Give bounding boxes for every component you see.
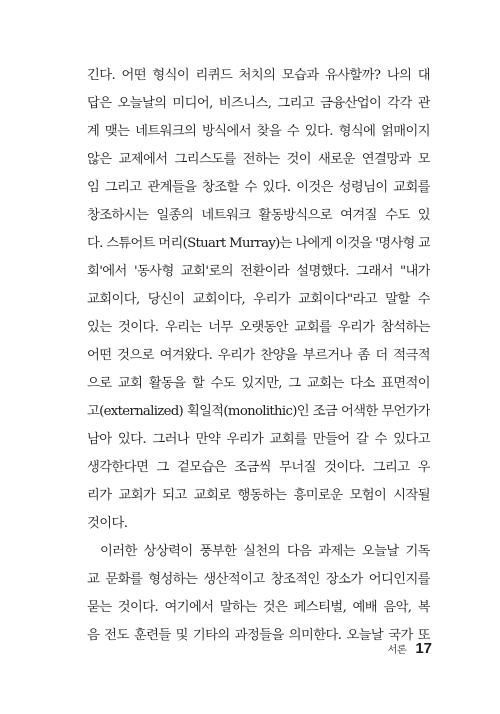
- text-line: 계 맺는 네트워크의 방식에서 찾을 수 있다. 형식에 얽매이지: [87, 124, 430, 139]
- page-footer: [388, 640, 432, 657]
- text-line: 답은 오늘날의 미디어, 비즈니스, 그리고 금융산업이 각각 관: [87, 96, 430, 111]
- text-line: 임 그리고 관계들을 창조할 수 있다. 이것은 성령님이 교회를: [87, 180, 430, 195]
- text-line: 있는 것이다. 우리는 너무 오랫동안 교회를 우리가 참석하는: [87, 320, 430, 335]
- text-line: 창조하시는 일종의 네트워크 활동방식으로 여겨질 수도 있: [87, 208, 430, 223]
- text-line: 묻는 것이다. 여기에서 말하는 것은 페스티벌, 예배 음악, 복: [87, 600, 430, 615]
- text-line: 다. 스튜어트 머리(Stuart Murray)는 나에게 이것을 '명사형 교: [87, 236, 430, 251]
- text-line: 음 전도 훈련들 및 기타의 과정들을 의미한다. 오늘날 국가 또: [87, 628, 430, 643]
- text-line: 회'에서 '동사형 교회'로의 전환이라 설명했다. 그래서 "내가: [87, 264, 430, 279]
- text-line: 긴다. 어떤 형식이 리퀴드 처치의 모습과 유사할까? 나의 대: [87, 68, 430, 83]
- text-line: 생각한다면 그 겉모습은 조금씩 무너질 것이다. 그리고 우: [87, 460, 430, 475]
- text-line: 않은 교제에서 그리스도를 전하는 것이 새로운 연결망과 모: [87, 152, 430, 167]
- text-line: 남아 있다. 그러나 만약 우리가 교회를 만들어 갈 수 있다고: [87, 432, 430, 447]
- text-line: 교회이다, 당신이 교회이다, 우리가 교회이다"라고 말할 수: [87, 292, 430, 307]
- text-line: 으로 교회 활동을 할 수도 있지만, 그 교회는 다소 표면적이: [87, 376, 430, 391]
- paragraph-end-line: 것이다.: [87, 516, 128, 531]
- text-line: 어떤 것으로 여겨왔다. 우리가 찬양을 부르거나 좀 더 적극적: [87, 348, 430, 363]
- section-label: 서론: [387, 645, 407, 656]
- body-text: [87, 62, 430, 650]
- text-line: 고(externalized) 획일적(monolithic)인 조금 어색한 무언가가: [87, 404, 430, 419]
- text-line: 리가 교회가 되고 교회로 행동하는 흥미로운 모험이 시작될: [87, 488, 430, 503]
- paragraph-first-line: 이러한 상상력이 풍부한 실천의 다음 과제는 오늘날 기독: [100, 544, 430, 559]
- text-line: 교 문화를 형성하는 생산적이고 창조적인 장소가 어디인지를: [87, 572, 430, 587]
- page-number: 17: [415, 640, 432, 657]
